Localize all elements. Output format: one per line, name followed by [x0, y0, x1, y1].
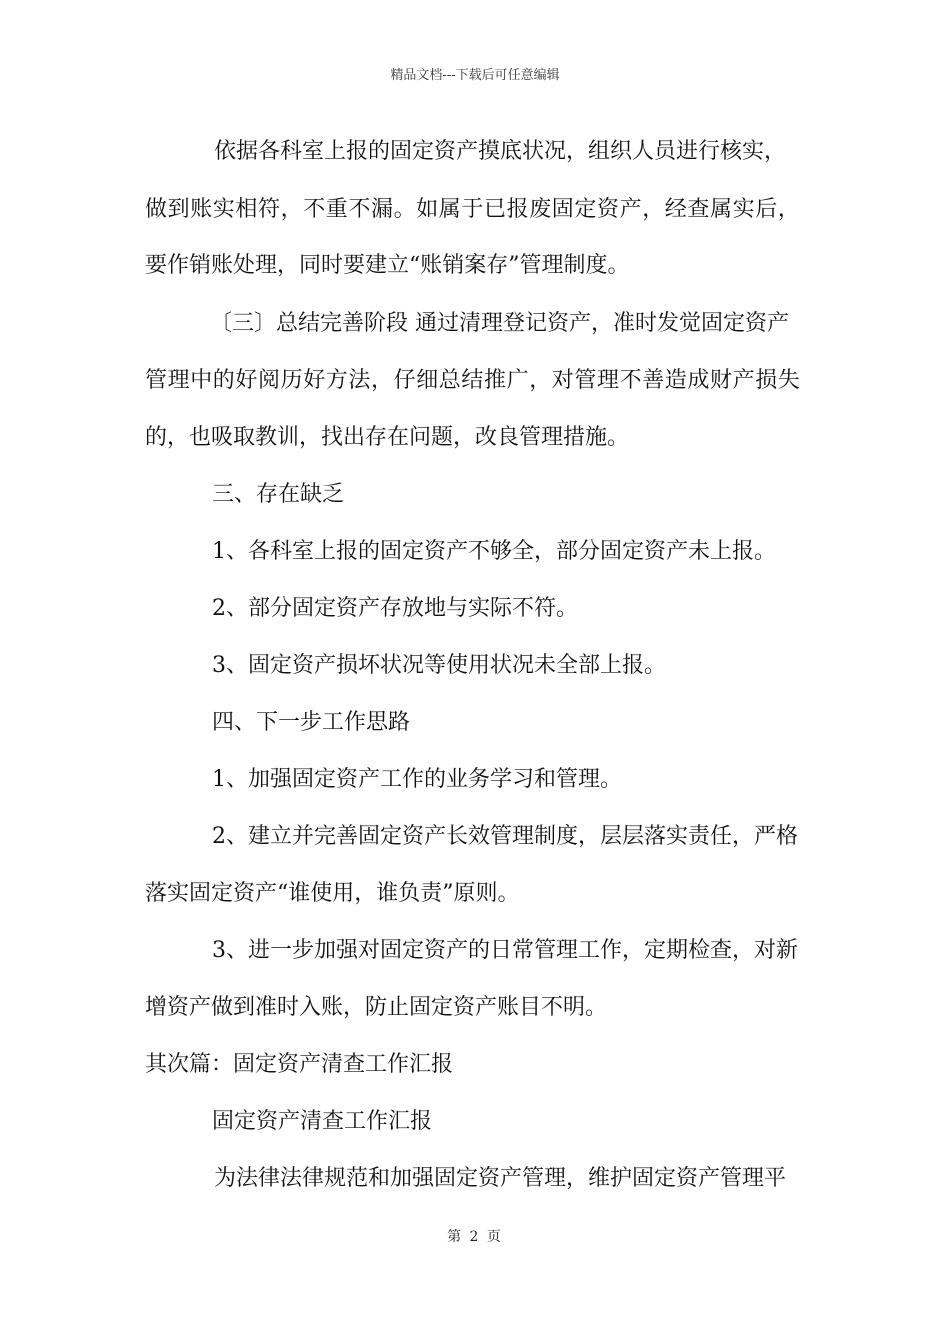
paragraph-line: 落实固定资产“谁使用，谁负责”原则。 — [145, 881, 520, 906]
chapter-title: 其次篇：固定资产清查工作汇报 — [145, 1052, 454, 1077]
document-title: 固定资产清查工作汇报 — [212, 1109, 433, 1134]
paragraph-line: 管理中的好阅历好方法，仔细总结推广，对管理不善造成财产损失 — [145, 368, 801, 393]
paragraph-line: 的，也吸取教训，找出存在问题，改良管理措施。 — [145, 425, 630, 450]
paragraph-line: 为法律法律规范和加强固定资产管理，维护固定资产管理平 — [214, 1166, 787, 1191]
paragraph-line: 〔三〕总结完善阶段 通过清理登记资产，准时发觉固定资产 — [210, 311, 789, 336]
paragraph-line: 要作销账处理，同时要建立“账销案存”管理制度。 — [145, 253, 630, 278]
paragraph-line: 增资产做到准时入账，防止固定资产账目不明。 — [145, 995, 608, 1020]
list-item: 2、部分固定资产存放地与实际不符。 — [212, 596, 578, 621]
list-item: 3、固定资产损坏状况等使用状况未全部上报。 — [212, 653, 666, 678]
page-number: 第 2 页 — [447, 1229, 503, 1245]
list-item: 1、加强固定资产工作的业务学习和管理。 — [212, 767, 622, 792]
list-item: 3、进一步加强对固定资产的日常管理工作，定期检查，对新 — [212, 938, 798, 963]
section-heading: 四、下一步工作思路 — [212, 710, 411, 735]
paragraph-line: 依据各科室上报的固定资产摸底状况，组织人员进行核实， — [214, 139, 787, 164]
paragraph-line: 做到账实相符，不重不漏。如属于已报废固定资产，经查属实后， — [145, 197, 801, 222]
list-item: 2、建立并完善固定资产长效管理制度，层层落实责任，严格 — [212, 824, 798, 849]
list-item: 1、各科室上报的固定资产不够全，部分固定资产未上报。 — [212, 539, 776, 564]
page-header: 精品文档---下载后可任意编辑 — [390, 68, 560, 83]
section-heading: 三、存在缺乏 — [212, 482, 345, 507]
